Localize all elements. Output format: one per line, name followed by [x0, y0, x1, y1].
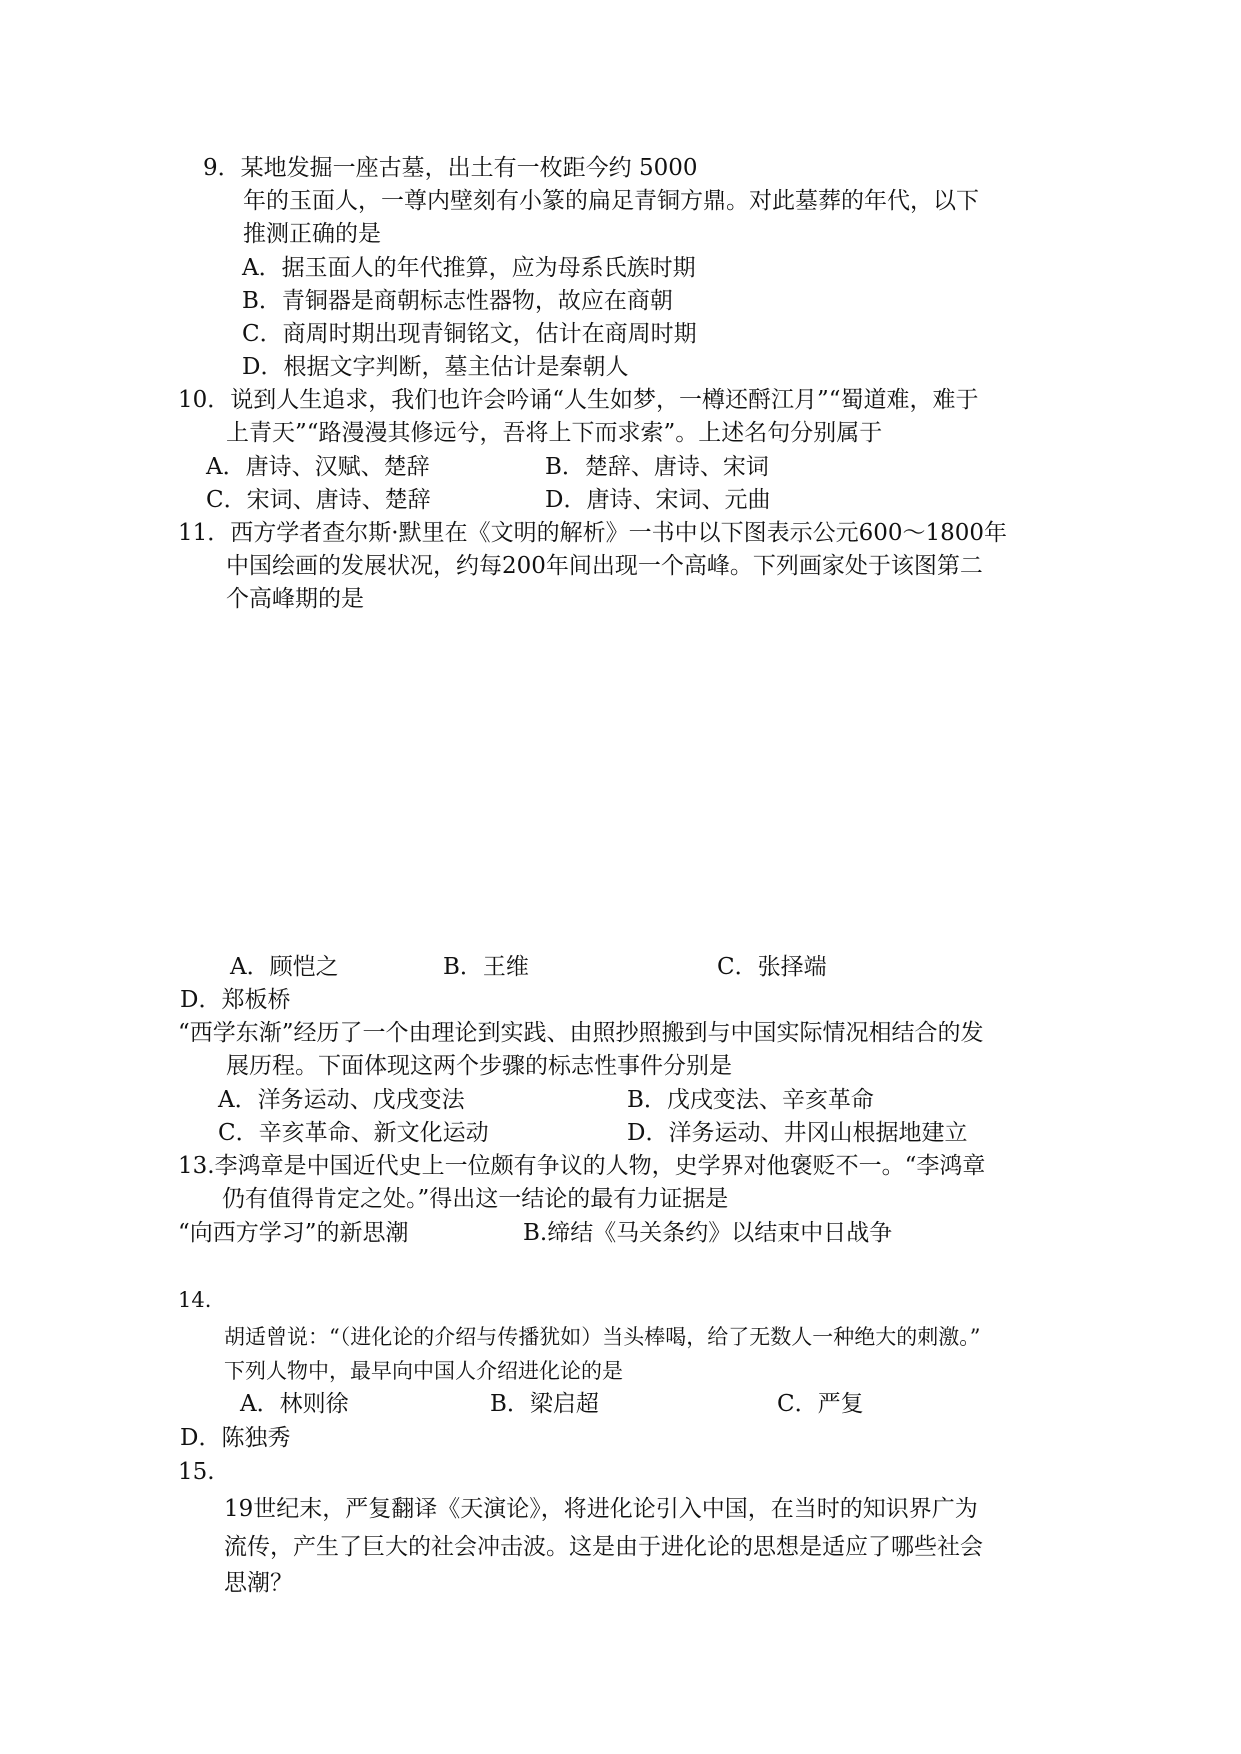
q15-stem-line-2: 流传，产生了巨大的社会冲击波。这是由于进化论的思想是适应了哪些社会: [224, 1534, 983, 1560]
q14-option-b: B．梁启超: [490, 1391, 599, 1417]
q10-stem-line-2: 上青天”“路漫漫其修远兮，吾将上下而求索”。上述名句分别属于: [226, 420, 883, 446]
q11-stem-line-2: 中国绘画的发展状况，约每200年间出现一个高峰。下列画家处于该图第二: [226, 553, 983, 579]
q15-stem-line-3: 思潮？: [224, 1570, 293, 1596]
q14-option-d: D．陈独秀: [180, 1425, 291, 1451]
q15-stem-line-1: 19世纪末，严复翻译《天演论》，将进化论引入中国，在当时的知识界广为: [224, 1496, 978, 1522]
q10-option-a: A．唐诗、汉赋、楚辞: [206, 454, 430, 480]
q14-option-a: A．林则徐: [240, 1391, 349, 1417]
q12-option-b: B．戊戌变法、辛亥革命: [627, 1087, 874, 1113]
q14-option-c: C．严复: [777, 1391, 864, 1417]
q12-option-d: D．洋务运动、井冈山根据地建立: [627, 1120, 968, 1146]
q10-option-d: D．唐诗、宋词、元曲: [545, 487, 771, 513]
q13-option-b: B.缔结《马关条约》以结束中日战争: [523, 1220, 893, 1246]
q11-option-a: A．顾恺之: [230, 954, 339, 980]
q11-stem-line-3: 个高峰期的是: [226, 586, 364, 612]
q11-option-b: B．王维: [443, 954, 529, 980]
q9-option-b: B．青铜器是商朝标志性器物，故应在商朝: [242, 288, 673, 314]
q10-option-c: C．宋词、唐诗、楚辞: [206, 487, 431, 513]
q13-stem-line-2: 仍有值得肯定之处。”得出这一结论的最有力证据是: [222, 1186, 729, 1212]
q12-stem-line-1: “西学东渐”经历了一个由理论到实践、由照抄照搬到与中国实际情况相结合的发: [178, 1020, 984, 1046]
q14-number: 14.: [178, 1288, 212, 1312]
q12-option-a: A．洋务运动、戊戌变法: [218, 1087, 465, 1113]
q15-number: 15.: [178, 1459, 215, 1485]
q12-stem-line-2: 展历程。下面体现这两个步骤的标志性事件分别是: [226, 1053, 732, 1079]
q14-stem-line-2: 下列人物中，最早向中国人介绍进化论的是: [224, 1359, 623, 1383]
q10-option-b: B．楚辞、唐诗、宋词: [545, 454, 769, 480]
q9-stem-line-3: 推测正确的是: [243, 221, 381, 247]
q12-option-c: C．辛亥革命、新文化运动: [218, 1120, 489, 1146]
q10-stem-line-1: 10．说到人生追求，我们也许会吟诵“人生如梦，一樽还酹江月”“蜀道难，难于: [178, 387, 979, 413]
q9-stem-line-1: 9．某地发掘一座古墓，出土有一枚距今约 5000: [203, 155, 698, 181]
q9-option-a: A．据玉面人的年代推算，应为母系氏族时期: [242, 255, 696, 281]
q11-option-d: D．郑板桥: [180, 987, 291, 1013]
q11-stem-line-1: 11．西方学者查尔斯·默里在《文明的解析》一书中以下图表示公元600～1800年: [178, 520, 1008, 546]
q9-option-c: C．商周时期出现青铜铭文，估计在商周时期: [242, 321, 697, 347]
q9-option-d: D．根据文字判断，墓主估计是秦朝人: [242, 354, 629, 380]
q13-stem-line-1: 13.李鸿章是中国近代史上一位颇有争议的人物，史学界对他褒贬不一。“李鸿章: [178, 1153, 986, 1179]
q13-option-a: “向西方学习”的新思潮: [178, 1220, 409, 1246]
q14-stem-line-1: 胡适曾说：“（进化论的介绍与传播犹如）当头棒喝，给了无数人一种绝大的刺激。”: [224, 1325, 981, 1349]
q11-option-c: C．张择端: [717, 954, 827, 980]
q9-stem-line-2: 年的玉面人，一尊内壁刻有小篆的扁足青铜方鼎。对此墓葬的年代，以下: [243, 188, 979, 214]
